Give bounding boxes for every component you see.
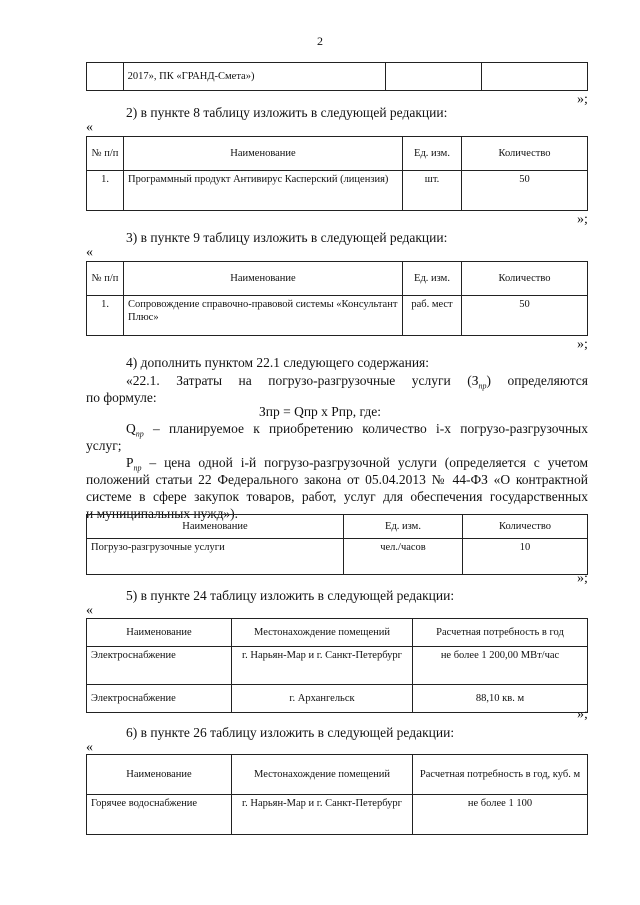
row-need: не более 1 100 <box>413 795 588 835</box>
row-quantity: 10 <box>463 539 588 575</box>
row-need: не более 1 200,00 МВт/час <box>413 647 588 685</box>
opening-quote: « <box>86 740 93 755</box>
row-unit: чел./часов <box>344 539 463 575</box>
row-location: г. Архангельск <box>232 685 413 713</box>
header-unit: Ед. изм. <box>403 137 462 171</box>
row-name: Электроснабжение <box>87 685 232 713</box>
item6-heading: 6) в пункте 26 таблицу изложить в следующей редакции: <box>126 725 455 740</box>
q-definition-end: услуг; <box>86 438 122 453</box>
row-name: Программный продукт Антивирус Касперский (лицензия) <box>124 171 403 211</box>
header-need: Расчетная потребность в год <box>413 619 588 647</box>
row-location: г. Нарьян-Мар и г. Санкт-Петербург <box>232 795 413 835</box>
item2-heading: 2) в пункте 8 таблицу изложить в следующей редакции: <box>126 105 448 120</box>
header-quantity: Количество <box>462 137 588 171</box>
table-cell: 2017», ПК «ГРАНД-Смета») <box>123 63 385 91</box>
header-name: Наименование <box>87 515 344 539</box>
header-name: Наименование <box>124 137 403 171</box>
item4-line1: «22.1. Затраты на погрузо-разгрузочные услуги $(З_{пр})$ определяются <box>126 373 589 391</box>
q-definition: $Q_{пр}$ – планируемое к приобретению количество i-х погрузо-разгрузочных <box>126 421 588 439</box>
header-quantity: Количество <box>463 515 588 539</box>
row-unit: раб. мест <box>403 296 462 336</box>
top-table-fragment <box>86 62 588 91</box>
item4-heading: 4) дополнить пунктом 22.1 следующего содержания: <box>126 355 430 370</box>
row-location: г. Нарьян-Мар и г. Санкт-Петербург <box>232 647 413 685</box>
closing-quote: »; <box>577 212 588 227</box>
closing-quote: »; <box>577 707 588 722</box>
header-unit: Ед. изм. <box>344 515 463 539</box>
row-quantity: 50 <box>462 296 588 336</box>
item6-table <box>86 754 588 835</box>
row-need: 88,10 кв. м <box>413 685 588 713</box>
p-definition: $Р_{пр}$ – цена одной i-й погрузо-разгрузочной услуги (определяется с учетом <box>126 455 588 473</box>
p-definition-line4: и муниципальных нужд»). <box>86 506 239 521</box>
header-name: Наименование <box>87 755 232 795</box>
header-number: № п/п <box>87 262 124 296</box>
row-name: Погрузо-разгрузочные услуги <box>87 539 344 575</box>
opening-quote: « <box>86 120 93 135</box>
row-unit: шт. <box>403 171 462 211</box>
closing-quote: »; <box>577 92 588 107</box>
header-location: Местонахождение помещений <box>232 755 413 795</box>
item4-table <box>86 514 588 575</box>
item5-table <box>86 618 588 713</box>
item3-heading: 3) в пункте 9 таблицу изложить в следующей редакции: <box>126 230 448 245</box>
row-name: Горячее водоснабжение <box>87 795 232 835</box>
closing-quote: »; <box>577 337 588 352</box>
header-name: Наименование <box>87 619 232 647</box>
header-need: Расчетная потребность в год, куб. м <box>413 755 588 795</box>
opening-quote: « <box>86 603 93 618</box>
opening-quote: « <box>86 245 93 260</box>
p-definition-line2: положений статьи 22 Федерального закона от 05.04.2013 № 44-ФЗ «О контрактной <box>86 472 588 487</box>
header-number: № п/п <box>87 137 124 171</box>
item3-table <box>86 261 588 336</box>
header-unit: Ед. изм. <box>403 262 462 296</box>
p-definition-line3: системе в сфере закупок товаров, работ, услуг для обеспечения государственных <box>86 489 588 504</box>
formula: Зпр = Qпр х Рпр, где: <box>258 404 382 419</box>
header-quantity: Количество <box>462 262 588 296</box>
header-location: Местонахождение помещений <box>232 619 413 647</box>
row-name: Электроснабжение <box>87 647 232 685</box>
row-number: 1. <box>87 296 124 336</box>
row-quantity: 50 <box>462 171 588 211</box>
row-name: Сопровождение справочно-правовой системы «Консультант Плюс» <box>124 296 403 336</box>
item5-heading: 5) в пункте 24 таблицу изложить в следующей редакции: <box>126 588 455 603</box>
page-number: 2 <box>317 34 323 48</box>
item2-table <box>86 136 588 211</box>
closing-quote: »; <box>577 571 588 586</box>
item4-line2: по формуле: <box>86 390 157 405</box>
row-number: 1. <box>87 171 124 211</box>
header-name: Наименование <box>124 262 403 296</box>
